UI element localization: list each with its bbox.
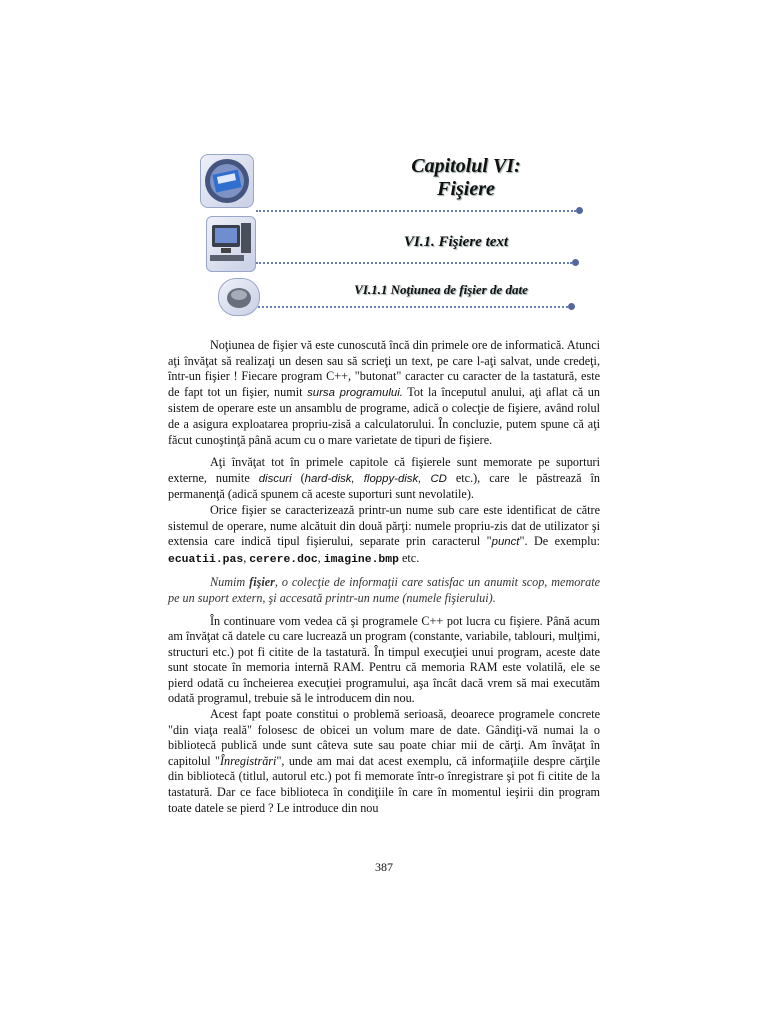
text-run: ( xyxy=(291,470,305,485)
filename-example: imagine.bmp xyxy=(323,553,399,566)
text-run: Orice fişier se caracterizează printr-un nume sub care este identificat de către sistemul de operare, nume alcătuit din două părţi: numele propriu-zis dat de utilizator şi extensia care indică tipul fişierului, separate prin caracterul " xyxy=(168,502,600,549)
emphasis: punct xyxy=(491,536,520,549)
paragraph xyxy=(168,455,600,503)
emphasis: hard-disk, floppy-disk, CD xyxy=(304,472,447,485)
text-run: etc. xyxy=(398,550,420,565)
page-number: 387 xyxy=(375,860,393,874)
text-run: Acest fapt poate constitui o problemă serioasă, deoarece programele concrete "din viaţa reală" folosesc de obicei un volum mare de date. Gândiţi-vă numai la o bibliotecă publică unde sunt câteva sute sau poate chiar mii de cărţi. Am învăţat în capitolul " xyxy=(168,707,600,768)
text-run: Numim xyxy=(210,575,250,590)
rule-end-dot xyxy=(576,207,583,214)
text-run: Aţi învăţat tot în primele capitole că fişierele sunt memorate pe suporturi externe, numite xyxy=(168,455,600,485)
paragraph xyxy=(168,503,600,568)
disk-icon xyxy=(200,154,254,208)
chapter-subtitle: Fişiere xyxy=(437,178,495,200)
separator: , xyxy=(317,550,324,565)
emphasis: sursa programului. xyxy=(307,386,403,399)
emphasis: discuri xyxy=(258,472,292,485)
chapter-title: Capitolul VI: xyxy=(411,155,521,177)
subsection-title: VI.1.1 Noţiunea de fişier de date xyxy=(354,282,528,297)
filename-example: ecuatii.pas xyxy=(168,553,244,566)
paragraph: În continuare vom vedea că şi programele C++ pot lucra cu fişiere. Până acum am învăţat că datele cu care lucrează un program (constante, variabile, tablouri, mulţimi, structuri etc.) pot fi citite de la tastatură. În timpul execuţiei unui program, aceste date sunt stocate în memoria internă RAM. Pentru că memoria RAM este volatilă, ele se pierd odată cu încheierea execuţiei programului, aşa încât dacă vrem să mai executăm odată programul, trebuie să le introducem din nou. xyxy=(168,613,600,706)
definition xyxy=(168,575,600,606)
text-run: ", unde am mai dat acest exemplu, că informaţiile despre cărţile din bibliotecă (titlul, autorul etc.) pot fi memorate într-o înregistrare şi pot fi citite de la tastatură. Dar ce face biblioteca în condiţiile în care în momentul ieşirii din program toate datele se pierd ? Le introduce din nou xyxy=(168,753,600,815)
header-rule xyxy=(256,210,576,212)
text-run: Noţiunea de fişier vă este cunoscută încă din primele ore de informatică. Atunci aţi învăţat să realizaţi un desen sau să scrieţi un text, pe care l-aţi salvat, unde credeţi, într-un fişier ! Fiecare program C++, "butonat" caracter cu caracter de la tastatură, este de fapt tot un fişier, numit xyxy=(168,338,600,399)
header-rule xyxy=(258,306,568,308)
text-run: Tot la începutul anului, aţi aflat că un sistem de operare este un ansamblu de programe, adică o colecţie de fişiere, având rolul de a asigura exploatarea propriu-zisă a calculatorului. În concluzie, putem spune că aţi făcut cunoştinţă până acum cu o mare varietate de tipuri de fişiere. xyxy=(168,384,600,447)
filename-example: cerere.doc xyxy=(249,553,318,566)
text-run: etc.), care le păstrează în permanenţă (adică spunem că aceste suporturi sunt nevolatile). xyxy=(168,470,600,502)
text-run: , o colecţie de informaţii care satisfac un anumit scop, memorate pe un suport extern, şi accesată printr-un nume (numele fişierului). xyxy=(168,575,600,605)
mouse-icon xyxy=(218,278,260,316)
text-run: ". De exemplu: xyxy=(519,534,600,549)
rule-end-dot xyxy=(572,259,579,266)
chapter-title-block xyxy=(346,155,586,201)
chapter-header xyxy=(196,150,586,325)
defined-term: fişier xyxy=(249,575,275,590)
paragraph xyxy=(168,338,600,448)
emphasis: Înregistrări xyxy=(220,753,277,768)
separator: , xyxy=(243,550,250,565)
header-rule xyxy=(256,262,572,264)
rule-end-dot xyxy=(568,303,575,310)
section-title: VI.1. Fişiere text xyxy=(403,234,509,250)
paragraph xyxy=(168,707,600,816)
page-body xyxy=(168,338,600,816)
computer-icon xyxy=(206,216,256,272)
